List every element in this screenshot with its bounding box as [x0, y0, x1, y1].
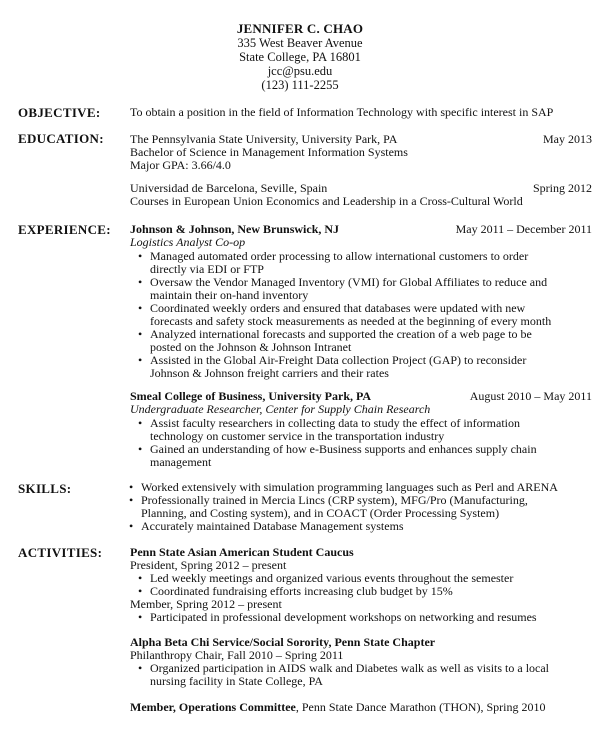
activity-org-2: Alpha Beta Chi Service/Social Sorority, Penn State Chapter — [130, 635, 436, 649]
bullet-icon: • — [138, 661, 143, 675]
list-item: • Organized participation in AIDS walk and Diabetes walk as well as visits to a local nursing facility in State College, PA — [138, 661, 550, 688]
job-title: Undergraduate Researcher, Center for Supply Chain Research — [130, 402, 431, 416]
bullet-icon: • — [138, 571, 143, 585]
address-line-1: 335 West Beaver Avenue — [237, 36, 363, 50]
job-date: August 2010 – May 2011 — [469, 389, 592, 403]
objective-label: OBJECTIVE: — [18, 105, 101, 120]
objective-text: To obtain a position in the field of Information Technology with specific interest in SAP — [130, 105, 554, 119]
bullet-icon: • — [138, 249, 143, 263]
activity-org-1: Penn State Asian American Student Caucus — [130, 545, 354, 559]
list-item: • Professionally trained in Mercia Lincs (CRP system), MFG/Pro (Manufacturing, Planning, and Costing system), and in COACT (Order Processing System) — [129, 493, 528, 520]
activity-role: Philanthropy Chair, Fall 2010 – Spring 2011 — [130, 648, 344, 662]
list-item: • Worked extensively with simulation programming languages such as Perl and ARENA — [129, 480, 558, 494]
bullet-icon: • — [129, 493, 134, 507]
candidate-name: JENNIFER C. CHAO — [236, 21, 364, 36]
activities-label: ACTIVITIES: — [18, 545, 103, 560]
email: jcc@psu.edu — [267, 64, 333, 78]
education-courses: Courses in European Union Economics and Leadership in a Cross-Cultural World — [130, 194, 523, 208]
list-item: • Accurately maintained Database Management systems — [129, 519, 404, 533]
bullet-icon: • — [138, 610, 143, 624]
education-degree: Bachelor of Science in Management Information Systems — [130, 145, 408, 159]
list-item: • Assist faculty researchers in collecting data to study the effect of information technology on customer service in the transportation industry — [138, 416, 520, 443]
list-item: • Coordinated weekly orders and ensured that databases were updated with new forecasts and safety stock measurements as needed at the beginning of every month — [138, 301, 552, 328]
list-item: • Led weekly meetings and organized various events throughout the semester — [138, 571, 514, 585]
education-label: EDUCATION: — [18, 131, 104, 146]
school-date: May 2013 — [543, 132, 592, 146]
company-name: Johnson & Johnson, New Brunswick, NJ — [130, 222, 340, 236]
experience-label: EXPERIENCE: — [18, 222, 111, 237]
job-title: Logistics Analyst Co-op — [130, 235, 246, 249]
bullet-icon: • — [138, 416, 143, 430]
list-item: • Assisted in the Global Air-Freight Data collection Project (GAP) to reconsider Johnson & Johnson freight carriers and their rates — [138, 353, 527, 380]
bullet-icon: • — [138, 353, 143, 367]
list-item: • Managed automated order processing to allow international customers to order directly via EDI or FTP — [138, 249, 529, 276]
school-date: Spring 2012 — [532, 181, 592, 195]
school-name: The Pennsylvania State University, University Park, PA — [130, 132, 398, 146]
bullet-icon: • — [138, 584, 143, 598]
bullet-icon: • — [138, 442, 143, 456]
bullet-icon: • — [138, 275, 143, 289]
list-item: • Coordinated fundraising efforts increasing club budget by 15% — [138, 584, 453, 598]
activity-role: Member, Spring 2012 – present — [130, 597, 282, 611]
bullet-icon: • — [129, 519, 134, 533]
list-item: • Analyzed international forecasts and supported the creation of a web page to be posted on the Johnson & Johnson Intranet — [138, 327, 532, 354]
skills-label: SKILLS: — [18, 481, 72, 496]
phone: (123) 111-2255 — [261, 78, 339, 92]
list-item: • Participated in professional development workshops on networking and resumes — [138, 610, 537, 624]
address-line-2: State College, PA 16801 — [239, 50, 361, 64]
company-name: Smeal College of Business, University Park, PA — [130, 389, 372, 403]
resume-header — [0, 22, 600, 92]
bullet-icon: • — [129, 480, 134, 494]
activity-role: President, Spring 2012 – present — [130, 558, 287, 572]
activity-role-bold: Member, Operations Committee — [130, 700, 296, 714]
activity-org-3 — [130, 701, 592, 714]
job-date: May 2011 – December 2011 — [455, 222, 592, 236]
list-item: • Oversaw the Vendor Managed Inventory (VMI) for Global Affiliates to reduce and maintain their on-hand inventory — [138, 275, 548, 302]
bullet-icon: • — [138, 327, 143, 341]
education-gpa: Major GPA: 3.66/4.0 — [130, 158, 231, 172]
school-name: Universidad de Barcelona, Seville, Spain — [130, 181, 328, 195]
activity-org-detail: , Penn State Dance Marathon (THON), Spring 2010 — [295, 700, 546, 714]
bullet-icon: • — [138, 301, 143, 315]
list-item: • Gained an understanding of how e-Business supports and enhances supply chain management — [138, 442, 537, 469]
